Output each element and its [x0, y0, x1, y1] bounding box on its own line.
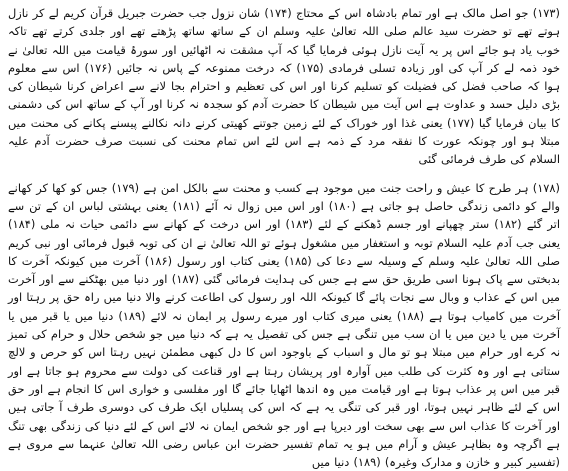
footnotes-paragraph-2: (۱۷۸) ہر طرح کا عیش و راحت جنت میں موجود ہے کسب و محنت سے بالکل امن ہے (۱۷۹) جس کو کھا کر کھانے والے کو دائمی زندگی حاصل ہو جاتی ہے (۱۸۰) اور اس میں زوال نہ آئے (۱۸۱) یعنی بہشتی لباس ان کے تن سے اتر گئے (۱۸۲) ستر چھپانے اور جسم ڈھکنے کے لئے (۱۸۳) اور اس درخت کے کھانے سے دائمی حیات نہ ملی (۱۸۴) یعنی جب آدم علیہ السلام توبہ و استغفار میں مشغول ہوئے تو اللہ تعالیٰ نے ان کی توبہ قبول فرمائی اور نبی کریم صلی اللہ تعالیٰ علیہ وسلم کے وسیلہ سے دعا کی (۱۸۵) یعنی کتاب اور رسول (۱۸۶) آخرت میں کیونکہ آخرت کا بدبختی سے پاک ہونا اسی طریق حق سے ہے جس کی ہدایت فرمائی گئی (۱۸۷) اور دنیا میں بھٹکنے سے اور آخرت میں اس کے عذاب و وبال سے نجات پائے گا کیونکہ اللہ اور رسول کی اطاعت کرنے والا دنیا میں راہ حق پر رہتا اور آخرت میں کامیاب ہوتا ہے (۱۸۸) یعنی میری کتاب اور میرے رسول پر ایمان نہ لائے (۱۸۹) دنیا میں یا قبر میں یا آخرت میں یا دین میں یا ان سب میں تنگی ہے جس کی تفصیل یہ ہے کہ دنیا میں جو شخص حلال و حرام کی تمیز نہ کرے اور حرام میں مبتلا ہو تو مال و اسباب کے باوجود اس کا دل کبھی مطمئن نہیں رہتا اس کو حرص و لالچ ستاتی ہے اور وہ کثرت کی طلب میں آوارہ اور پریشان رہتا ہے اور قناعت کی دولت سے محروم ہو جاتا ہے اور قبر میں اس پر عذاب ہوتا ہے اور قیامت میں وہ اندھا اٹھایا جائے گا اور مفلسی و خواری اس کا انجام ہے اور حق اس کے لئے ظاہر نہیں ہوتا، اور قبر کی تنگی یہ ہے کہ اس کی پسلیاں ایک طرف کی دوسری طرف آ جاتی ہیں اور آخرت کا عذاب اس سے بھی سخت اور دیرپا ہے اور جو شخص ایمان نہ لائے اس کے لئے دنیا کی زندگی بھی تنگ ہے اگرچہ وہ بظاہر عیش و آرام میں ہو یہ تمام تفسیر حضرت ابن عباس رضی اللہ تعالیٰ عنہما سے مروی ہے (تفسیر کبیر و خازن و مدارک وغیرہ) (۱۸۹) دنیا میں: [8, 180, 561, 470]
footnotes-paragraph-1: (۱۷۳) جو اصل مالک ہے اور تمام بادشاہ اس کے محتاج (۱۷۴) شان نزول جب حضرت جبریل قرآن کریم لے کر نازل ہوتے تھے تو حضرت سید عالم صلی اللہ تعالیٰ علیہ وسلم ان کے ساتھ ساتھ پڑھتے تھے اور جلدی کرتے تھے تاکہ خوب یاد ہو جائے اس پر یہ آیت نازل ہوئی فرمایا گیا کہ آپ مشقت نہ اٹھائیں اور سورۂ قیامت میں اللہ تعالیٰ نے خود ذمہ لے کر آپ کی اور زیادہ تسلی فرمادی (۱۷۵) کہ درخت ممنوعہ کے پاس نہ جائیں (۱۷۶) اس سے معلوم ہوا کہ صاحب فضل کی فضیلت کو تسلیم کرنا اور اس کی تعظیم و احترام بجا لانے سے اعراض کرنا شیطان کی بڑی دلیل حسد و عداوت ہے اس آیت میں شیطان کا حضرت آدم کو سجدہ نہ کرنا اور آپ کے ساتھ اس کی دشمنی کا بیان فرمایا گیا (۱۷۷) یعنی غذا اور خوراک کے لئے زمین جوتنے کھیتی کرنے دانہ نکالنے پیسنے پکانے کی محنت میں مبتلا ہو اور چونکہ عورت کا نفقہ مرد کے ذمہ ہے اس لئے اس تمام محنت کی نسبت صرف حضرت آدم علیہ السلام کی طرف فرمائی گئی: [8, 6, 560, 167]
